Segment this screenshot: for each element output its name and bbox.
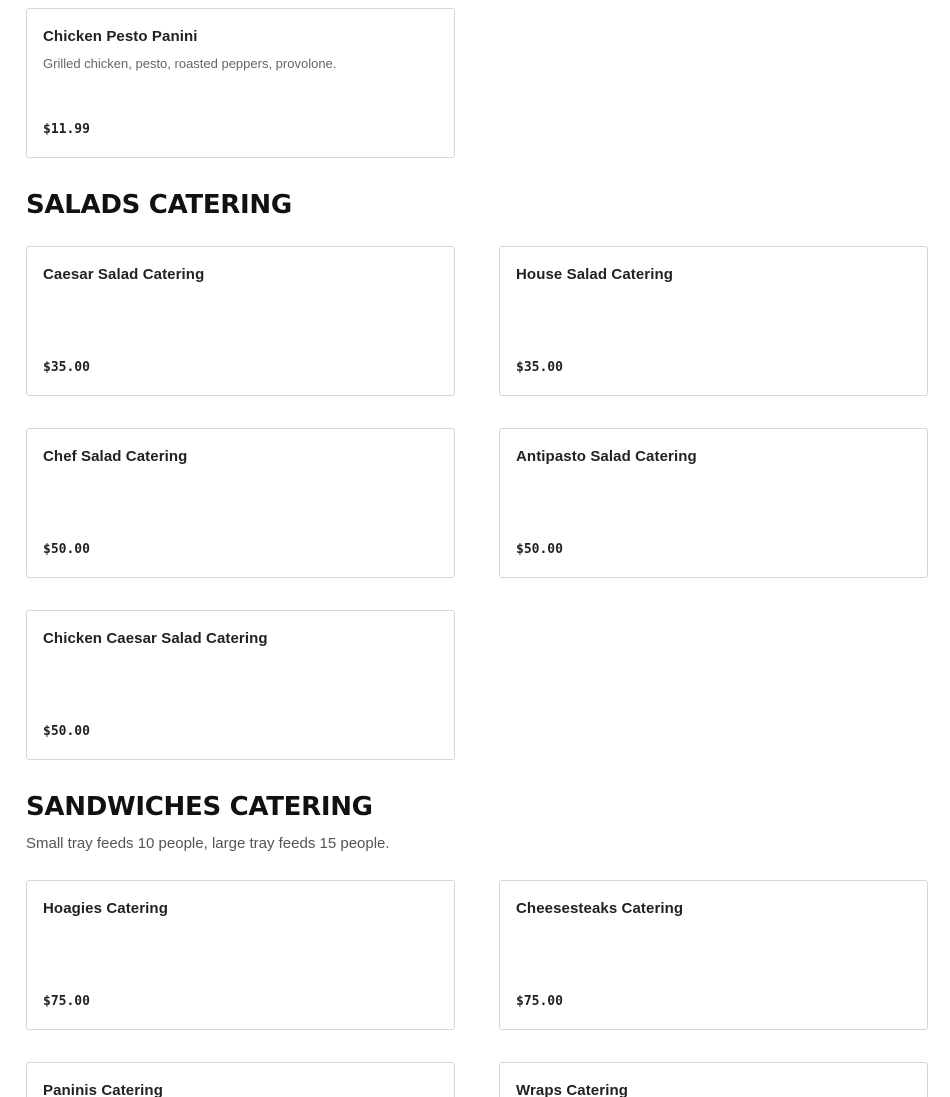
section-title-salads: SALADS CATERING bbox=[26, 190, 292, 220]
section-title-sandwiches: SANDWICHES CATERING bbox=[26, 792, 373, 822]
menu-item-description: Grilled chicken, pesto, roasted peppers, provolone. bbox=[43, 56, 337, 71]
menu-item-name: Chicken Caesar Salad Catering bbox=[43, 630, 268, 647]
menu-item-name: House Salad Catering bbox=[516, 266, 674, 283]
menu-item-card[interactable] bbox=[26, 610, 455, 760]
menu-item-name: Wraps Catering bbox=[516, 1082, 628, 1097]
menu-item-card[interactable] bbox=[499, 246, 928, 396]
menu-item-price: $35.00 bbox=[43, 360, 90, 375]
menu-item-price: $50.00 bbox=[516, 542, 563, 557]
menu-item-price: $35.00 bbox=[516, 360, 563, 375]
menu-item-name: Chef Salad Catering bbox=[43, 448, 188, 465]
menu-item-card[interactable] bbox=[499, 1062, 928, 1097]
menu-item-name: Chicken Pesto Panini bbox=[43, 28, 198, 45]
menu-item-card[interactable] bbox=[499, 428, 928, 578]
menu-item-card[interactable] bbox=[26, 880, 455, 1030]
menu-item-card[interactable] bbox=[26, 246, 455, 396]
menu-item-card[interactable] bbox=[499, 880, 928, 1030]
menu-item-card[interactable] bbox=[26, 8, 455, 158]
menu-item-name: Caesar Salad Catering bbox=[43, 266, 205, 283]
menu-item-name: Antipasto Salad Catering bbox=[516, 448, 697, 465]
menu-item-name: Cheesesteaks Catering bbox=[516, 900, 684, 917]
menu-item-card[interactable] bbox=[26, 428, 455, 578]
menu-item-name: Paninis Catering bbox=[43, 1082, 163, 1097]
menu-item-card[interactable] bbox=[26, 1062, 455, 1097]
menu-item-name: Hoagies Catering bbox=[43, 900, 168, 917]
menu-item-price: $50.00 bbox=[43, 542, 90, 557]
menu-item-price: $50.00 bbox=[43, 724, 90, 739]
menu-item-price: $75.00 bbox=[43, 994, 90, 1009]
section-subtitle: Small tray feeds 10 people, large tray feeds 15 people. bbox=[26, 835, 390, 852]
menu-item-price: $75.00 bbox=[516, 994, 563, 1009]
menu-item-price: $11.99 bbox=[43, 122, 90, 137]
